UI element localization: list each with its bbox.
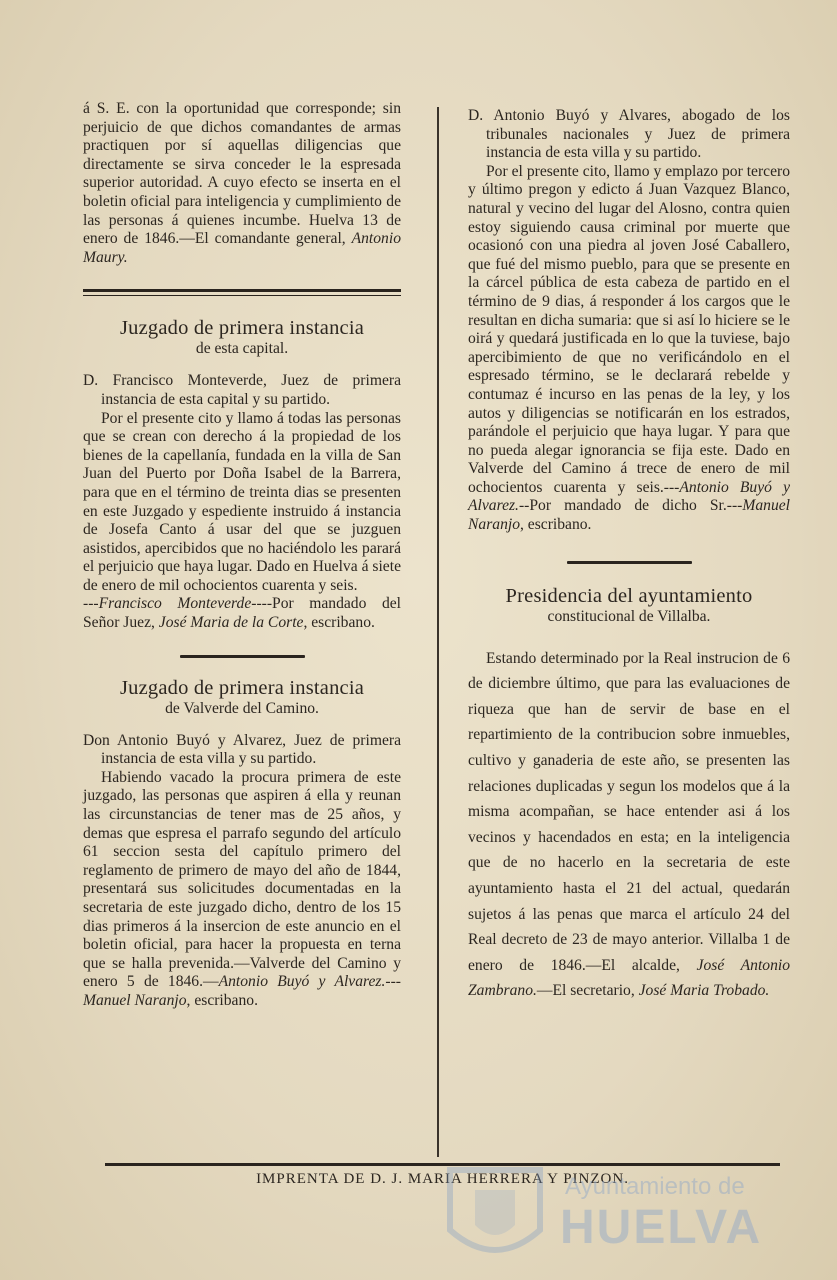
section-body	[83, 410, 401, 633]
signature-text: ---	[385, 973, 401, 991]
section-title: Juzgado de primera instancia	[119, 676, 365, 699]
section-subtitle: constitucional de Villalba.	[547, 607, 711, 625]
section-heading: D. Antonio Buyó y Alvares, abogado de los tribunales nacionales y Juez de primera instancia de esta villa y su partido.	[468, 107, 790, 162]
section-heading: D. Francisco Monteverde, Juez de primera instancia de esta capital y su partido.	[83, 372, 401, 408]
signature: José Maria Trobado.	[638, 982, 770, 1000]
column-divider	[437, 107, 439, 1157]
section-title: Presidencia del ayuntamiento	[505, 584, 753, 607]
signature: Manuel Naranjo	[83, 991, 187, 1009]
right-column	[468, 107, 790, 1004]
intro-text: á S. E. con la oportunidad que corresponde; sin perjuicio de que dichos comandantes de armas practiquen por sí aquellas diligencias que directamente se sirva conceder le la espresada superior autoridad. A cuyo efecto se inserta en el boletin oficial para inteligencia y cumplimiento de las personas á quienes incumbe. Huelva 13 de enero de 1846.—El comandante general,	[83, 100, 401, 248]
section-heading: Don Antonio Buyó y Alvarez, Juez de primera instancia de esta villa y su partido.	[83, 731, 401, 768]
section-body	[468, 163, 790, 535]
section-title: Juzgado de primera instancia	[119, 317, 365, 340]
printer-imprint: IMPRENTA DE D. J. MARIA HERRERA Y PINZON.	[256, 1171, 629, 1187]
section-body-text: Estando determinado por la Real instrucion de 6 de diciembre último, que para las evaluaciones de riqueza que han de servir de base en el repartimiento de la contribucion sobre inmuebles, cultivo y ganaderia de este año, se presenten las relaciones duplicadas y segun los modelos que á la misma acompañan, se hace entender asi á los vecinos y hacendados en esta; en la inteligencia que de no hacerlo en la secretaria de este ayuntamiento hasta el 21 del actual, quedarán sujetos á las penas que marca el artículo 24 del Real decreto de 23 de mayo anterior. Villalba 1 de enero de 1846.—El alcalde,	[468, 649, 790, 974]
signature: Antonio Buyó y Alvarez.	[468, 478, 790, 515]
signature: José Maria de la Corte	[158, 614, 304, 632]
signature-text: —El secretario,	[536, 982, 639, 1000]
watermark-line2: HUELVA	[560, 1201, 763, 1254]
section-divider	[83, 289, 401, 296]
signature: Antonio Buyó y Alvarez.	[218, 973, 386, 991]
signature-text: , escribano.	[186, 991, 258, 1009]
signature: José Antonio Zambrano.	[468, 956, 791, 1000]
section-body-text: Habiendo vacado la procura primera de este juzgado, las personas que aspiren á ella y reunan las circunstancias de tener mas de 25 años, y demas que espresa el parrafo segundo del artículo 61 seccion sesta del capítulo primero del reglamento de primero de mayo del año de 1844, presentará sus solicitudes documentadas en la secretaria de este juzgado dicho, dentro de los 15 dias primeros á la insercion de este anuncio en el boletin oficial, para hacer la propuesta en terna que se halla prevenida.—Valverde del Camino y enero 5 de 1846.—	[83, 768, 401, 991]
section-subtitle: de esta capital.	[195, 340, 289, 358]
signature-text: , escribano.	[520, 516, 592, 534]
signature-text: --Por mandado de dicho Sr.---	[518, 497, 743, 515]
signature: Manuel Naranjo	[468, 497, 790, 534]
signature: ---Francisco Monteverde	[83, 595, 252, 613]
section-body-text: Por el presente cito y llamo á todas las personas que se crean con derecho á la propiedad de los bienes de la capellanía, fundada en la villa de San Juan del Puerto por Doña Isabel de la Barrera, para que en el término de treinta dias se presenten en este Juzgado y espediente instruido á instancia de Josefa Canto á usar del que se juzguen asistidos, apercibidos que no haciéndolo les parará el perjuicio que haya lugar. Dado en Huelva á siete de enero de mil ochocientos cuarenta y seis.	[83, 409, 401, 594]
section-body-text: Por el presente cito, llamo y emplazo por tercero y último pregon y edicto á Juan Vazquez Blanco, natural y vecino del lugar del Alosno, contra quien estoy siguiendo causa criminal por muerte que ocasionó con una piedra al joven José Caballero, que fué del mismo pueblo, para que se presente en la cárcel pública de esta cabeza de partido en el término de 9 dias, á responder á los cargos que le resultan en dicha sumaria: que si así lo hiciere se le oirá y quedará justificada en lo que la tuviese, bajo apercibimiento de que no verificándolo en el espresado término, se le declarará rebelde y contumaz é incurso en las penas de la ley, y los autos y diligencias se notificarán en los estrados, parándole el perjuicio que haya lugar. Y para que no pueda alegar ignorancia se fija este. Dado en Valverde del Camino á trece de enero de mil ochocientos cuarenta y seis.---	[468, 162, 790, 496]
signature-text: ----Por mandado del Señor Juez,	[83, 595, 401, 632]
signature-text: , escribano.	[303, 614, 375, 632]
left-column	[83, 100, 401, 1011]
watermark-line1: Ayuntamiento de	[565, 1173, 745, 1200]
intro-paragraph	[83, 100, 401, 267]
section-subtitle: de Valverde del Camino.	[165, 699, 319, 717]
section-body	[468, 646, 790, 1004]
intro-signature: Antonio Maury.	[83, 230, 401, 266]
section-body	[83, 769, 401, 1011]
